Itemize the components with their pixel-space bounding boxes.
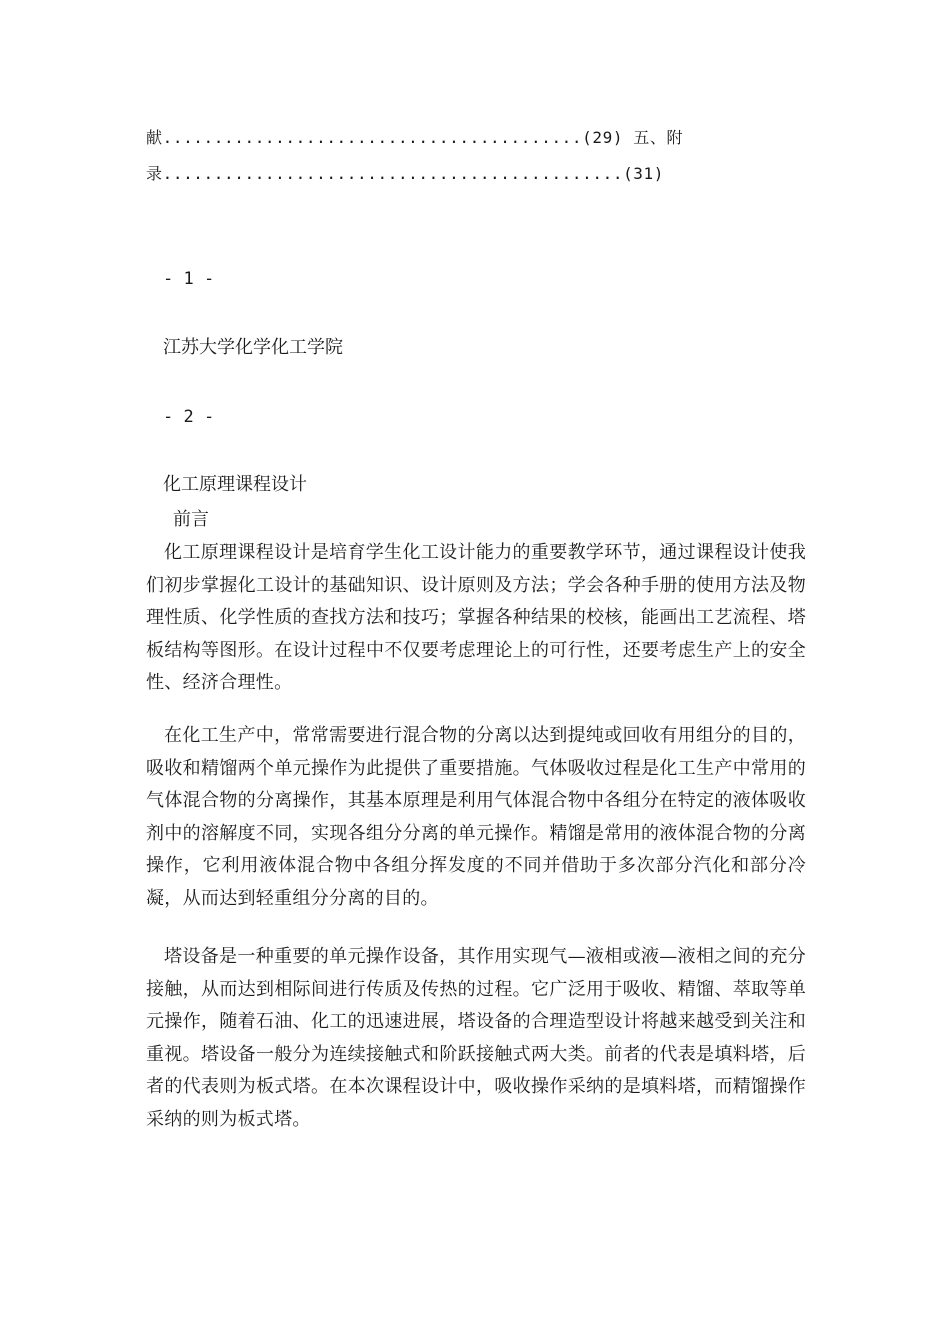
- paragraph-separation: 在化工生产中，常常需要进行混合物的分离以达到提纯或回收有用组分的目的，吸收和精馏两个单元操作为此提供了重要措施。气体吸收过程是化工生产中常用的气体混合物的分离操作，其基本原理是利用气体混合物中各组分在特定的液体吸收剂中的溶解度不同，实现各组分分离的单元操作。精馏是常用的液体混合物的分离操作，它利用液体混合物中各组分挥发度的不同并借助于多次部分汽化和部分冷凝，从而达到轻重组分分离的目的。: [146, 725, 806, 909]
- paragraph-intro: 化工原理课程设计是培育学生化工设计能力的重要教学环节，通过课程设计使我们初步掌握化工设计的基础知识、设计原则及方法；学会各种手册的使用方法及物理性质、化学性质的查找方法和技巧；掌握各种结果的校核，能画出工艺流程、塔板结构等图形。在设计过程中不仅要考虑理论上的可行性，还要考虑生产上的安全性、经济合理性。: [146, 542, 806, 693]
- page-header-school: 江苏大学化学化工学院: [163, 337, 343, 358]
- page-number-marker: - 1 -: [163, 269, 215, 289]
- toc-entry-references: 献.........................................(29) 五、附: [146, 128, 684, 147]
- section-title: 前言: [173, 509, 209, 530]
- toc-entry-appendix: 录.............................................(31): [146, 164, 665, 183]
- paragraph-tower-equipment: 塔设备是一种重要的单元操作设备，其作用实现气—液相或液—液相之间的充分接触，从而达到相际间进行传质及传热的过程。它广泛用于吸收、精馏、萃取等单元操作，随着石油、化工的迅速进展，塔设备的合理造型设计将越来越受到关注和重视。塔设备一般分为连续接触式和阶跃接触式两大类。前者的代表是填料塔，后者的代表则为板式塔。在本次课程设计中，吸收操作采纳的是填料塔，而精馏操作采纳的则为板式塔。: [146, 946, 806, 1130]
- page-number-marker: - 2 -: [163, 407, 215, 427]
- page-header-course: 化工原理课程设计: [163, 474, 307, 495]
